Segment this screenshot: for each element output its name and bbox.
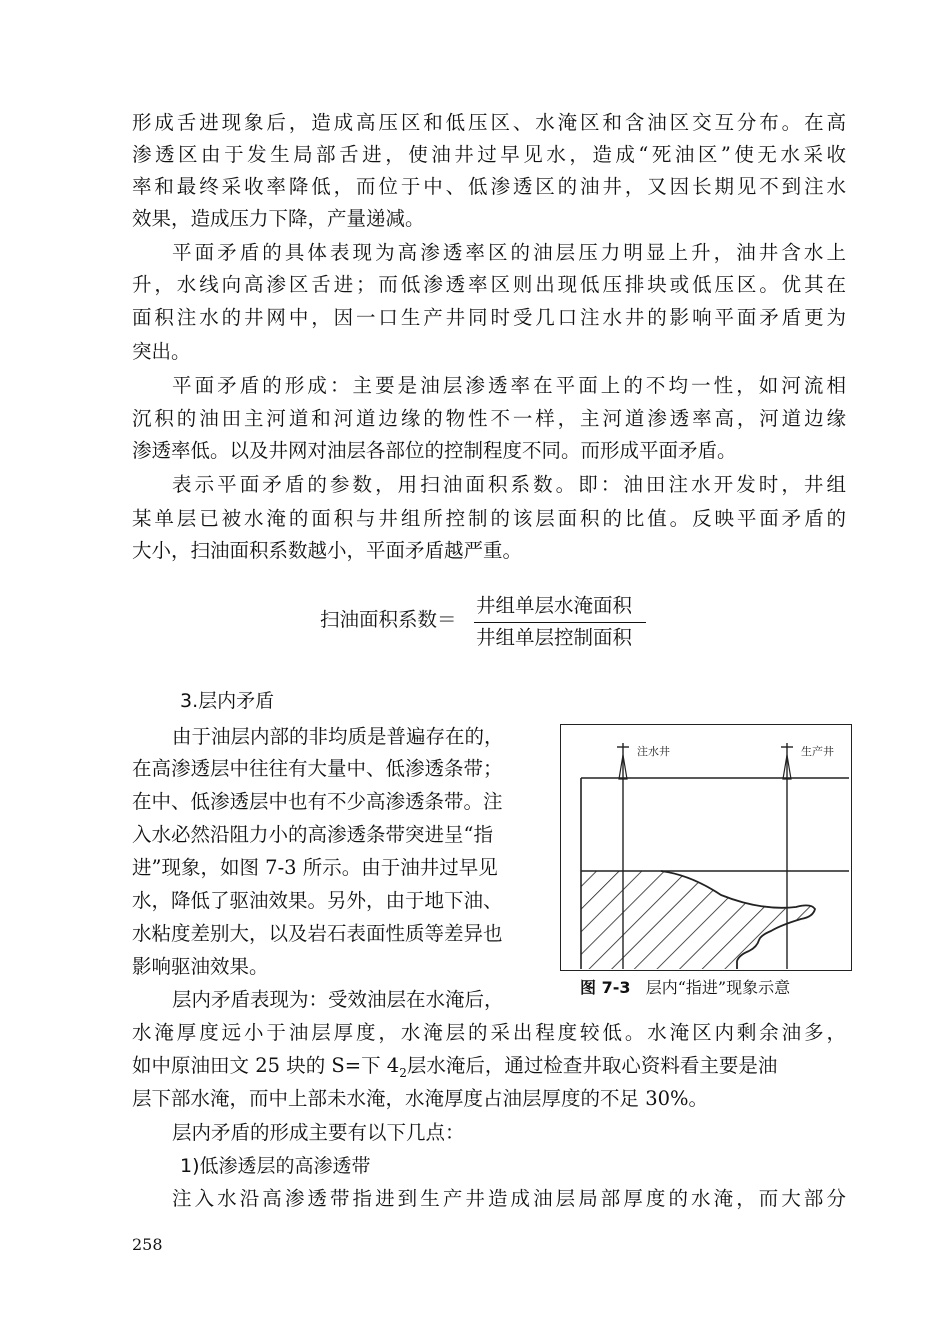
text-line: 在高渗透层中往往有大量中、低渗透条带； — [132, 757, 503, 780]
flooded-zone — [581, 871, 851, 970]
text-line: 渗透区由于发生局部舌进，使油井过早见水，造成“死油区”使无水采收 — [132, 143, 846, 166]
text-line: 某单层已被水淹的面积与井组所控制的该层面积的比值。反映平面矛盾的 — [132, 507, 846, 530]
text-line: 面积注水的井网中，因一口生产井同时受几口注水井的影响平面矛盾更为 — [132, 306, 846, 329]
formula-denominator: 井组单层控制面积 — [476, 626, 633, 649]
text-line: 层下部水淹，而中上部未水淹，水淹厚度占油层厚度的不足 30%。 — [132, 1087, 709, 1110]
text-line: 水，降低了驱油效果。另外，由于地下油、 — [132, 889, 503, 912]
fingering-diagram-svg — [561, 725, 851, 970]
text-line: 进”现象，如图 7-3 所示。由于油井过早见 — [132, 856, 498, 879]
text-line — [132, 1051, 846, 1088]
text-line: 平面矛盾的形成：主要是油层渗透率在平面上的不均一性，如河流相 — [172, 374, 846, 397]
figure-caption — [580, 975, 790, 1001]
text-line: 平面矛盾的具体表现为高渗透率区的油层压力明显上升，油井含水上 — [172, 241, 846, 264]
text-line: 率和最终采收率降低，而位于中、低渗透区的油井，又因长期见不到注水 — [132, 175, 846, 198]
text-line: 注入水沿高渗透带指进到生产井造成油层局部厚度的水淹，而大部分 — [172, 1187, 846, 1210]
subscript: 2 — [399, 1065, 407, 1080]
text-segment: 如中原油田文 25 块的 S=下 4 — [132, 1054, 400, 1077]
text-line: 渗透率低。以及井网对油层各部位的控制程度不同。而形成平面矛盾。 — [132, 439, 737, 462]
fingering-diagram — [560, 724, 852, 971]
caption-text: 层内“指进”现象示意 — [645, 978, 791, 997]
formula-numerator: 井组单层水淹面积 — [476, 594, 633, 617]
formula-label: 扫油面积系数＝ — [320, 608, 457, 631]
text-line: 层内矛盾表现为：受效油层在水淹后， — [172, 988, 504, 1011]
caption-number: 图 7-3 — [580, 978, 631, 997]
production-well-label: 生产井 — [801, 745, 834, 758]
text-line: 在中、低渗透层中也有不少高渗透条带。注 — [132, 790, 503, 813]
text-line: 表示平面矛盾的参数，用扫油面积系数。即：油田注水开发时，井组 — [172, 473, 846, 496]
section-heading: 3.层内矛盾 — [180, 690, 275, 712]
text-line: 形成舌进现象后，造成高压区和低压区、水淹区和含油区交互分布。在高 — [132, 111, 846, 134]
injection-well-label: 注水井 — [637, 745, 670, 758]
text-line: 大小，扫油面积系数越小，平面矛盾越严重。 — [132, 539, 523, 562]
text-segment: 层水淹后，通过检查井取心资料看主要是油 — [406, 1054, 778, 1077]
text-line: 效果，造成压力下降，产量递减。 — [132, 207, 425, 230]
text-line: 入水必然沿阻力小的高渗透条带突进呈“指 — [132, 823, 493, 846]
text-line: 升，水线向高渗区舌进；而低渗透率区则出现低压排块或低压区。优其在 — [132, 273, 846, 296]
page-number: 258 — [132, 1235, 163, 1254]
text-line: 突出。 — [132, 340, 191, 363]
subsection-heading: 1)低渗透层的高渗透带 — [180, 1155, 371, 1177]
text-line: 层内矛盾的形成主要有以下几点： — [172, 1121, 465, 1144]
text-line: 沉积的油田主河道和河道边缘的物性不一样，主河道渗透率高，河道边缘 — [132, 407, 846, 430]
text-line: 水淹厚度远小于油层厚度，水淹层的采出程度较低。水淹区内剩余油多， — [132, 1021, 846, 1044]
text-line: 影响驱油效果。 — [132, 955, 269, 978]
text-line: 水粘度差别大，以及岩石表面性质等差异也 — [132, 922, 503, 945]
text-line: 由于油层内部的非均质是普遍存在的， — [172, 725, 504, 748]
